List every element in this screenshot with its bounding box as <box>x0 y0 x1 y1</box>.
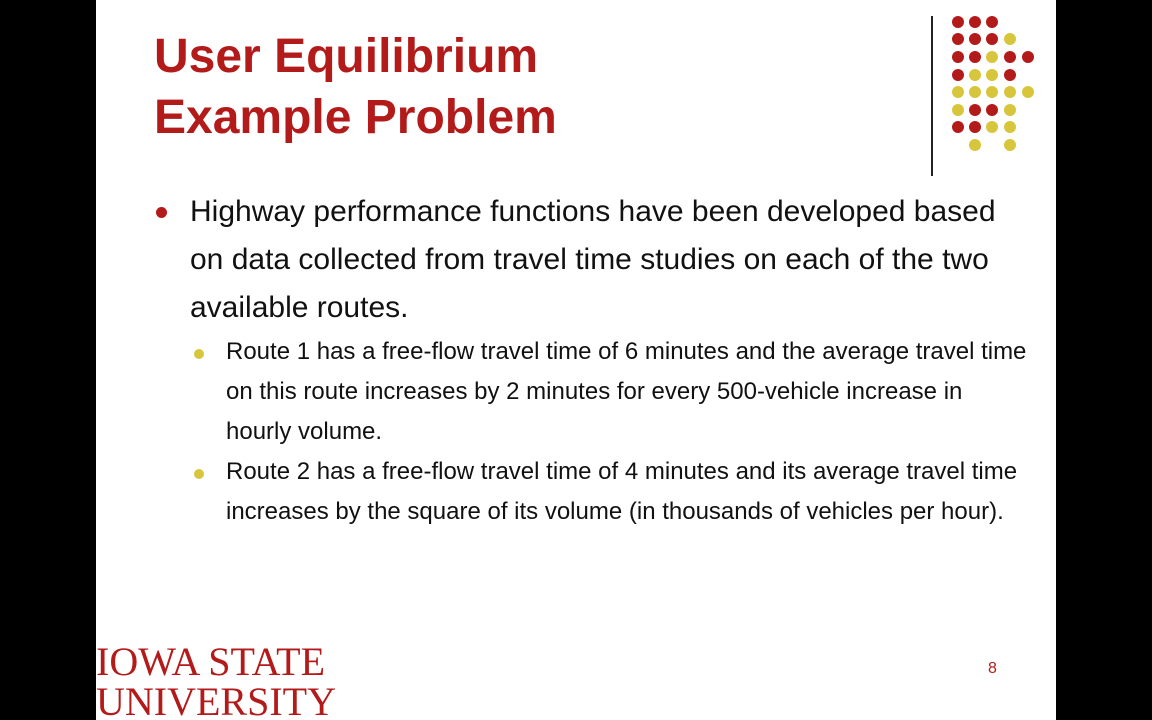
decor-dot <box>952 33 964 45</box>
sub-bullet-route-1-text: Route 1 has a free-flow travel time of 6 minutes and the average travel time on this route increases by 2 minutes for every 500-vehicle increase in hourly volume. <box>226 338 1027 445</box>
decor-dot <box>1004 51 1016 63</box>
decor-dot <box>1022 86 1034 98</box>
decor-dot <box>986 86 998 98</box>
decor-dot <box>1004 69 1016 81</box>
dot-pattern-icon <box>96 0 1056 170</box>
logo-line-2: UNIVERSITY <box>96 679 336 720</box>
sub-bullet-dot-icon <box>194 349 204 359</box>
main-bullet <box>154 188 1034 332</box>
decor-dot <box>986 69 998 81</box>
sub-bullet-route-2-text: Route 2 has a free-flow travel time of 4 minutes and its average travel time increases by the square of its volume (in thousands of vehicles per hour). <box>226 458 1018 525</box>
decor-dot <box>969 51 981 63</box>
decor-dot <box>986 33 998 45</box>
decor-dot <box>1004 104 1016 116</box>
decor-dot <box>969 69 981 81</box>
decor-dot <box>969 86 981 98</box>
main-bullet-text: Highway performance functions have been developed based on data collected from travel time studies on each of the two available routes. <box>190 195 996 324</box>
decor-dot <box>986 121 998 133</box>
decor-dot <box>952 16 964 28</box>
decor-dot <box>952 86 964 98</box>
bullet-dot-icon <box>156 207 167 218</box>
decor-dot <box>1004 139 1016 151</box>
decor-dot <box>952 69 964 81</box>
decor-dot <box>969 33 981 45</box>
decor-dot <box>969 121 981 133</box>
decor-dot <box>1004 86 1016 98</box>
decor-dot <box>952 51 964 63</box>
decor-dot <box>1004 33 1016 45</box>
sub-bullet-list <box>154 332 1034 532</box>
sub-bullet-route-1 <box>154 332 1034 452</box>
sub-bullet-dot-icon <box>194 469 204 479</box>
university-logo <box>96 639 336 720</box>
decor-dot <box>986 16 998 28</box>
decor-dot <box>1004 121 1016 133</box>
decor-dot <box>1022 51 1034 63</box>
logo-line-1: IOWA STATE <box>96 639 326 684</box>
decor-dot <box>969 139 981 151</box>
slide <box>96 0 1056 720</box>
slide-body <box>154 188 1034 532</box>
decor-dot <box>986 51 998 63</box>
decor-dot <box>952 104 964 116</box>
decor-dot <box>952 121 964 133</box>
decor-dot <box>986 104 998 116</box>
slide-title-line-1: User Equilibrium <box>154 30 539 83</box>
page-number: 8 <box>988 660 997 677</box>
slide-title-line-2: Example Problem <box>154 91 557 144</box>
decor-dot <box>969 104 981 116</box>
sub-bullet-route-2 <box>154 452 1034 532</box>
decor-dot <box>969 16 981 28</box>
